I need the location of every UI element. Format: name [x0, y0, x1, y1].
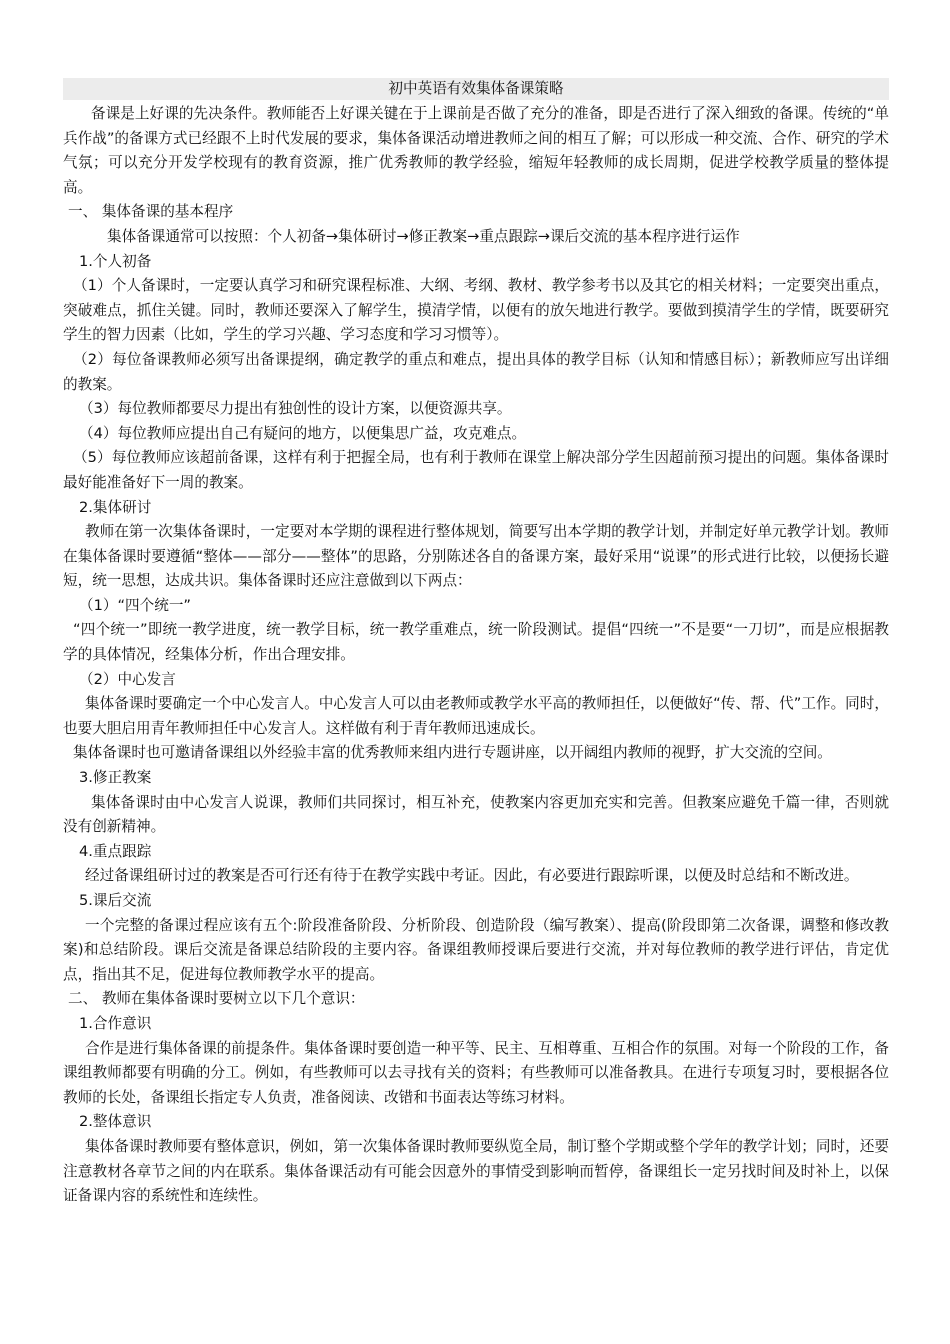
paragraph: 教师在第一次集体备课时，一定要对本学期的课程进行整体规划，简要写出本学期的教学计划，并制定好单元教学计划。教师在集体备课时要遵循“整体——部分——整体”的思路，分别陈述各自的备课方案，最好采用“说课”的形式进行比较，以便扬长避短，统一思想，达成共识。集体备课时还应注意做到以下两点： — [63, 523, 889, 590]
paragraph: （2）中心发言 — [79, 670, 176, 688]
document-body — [63, 102, 889, 1209]
paragraph: 二、 教师在集体备课时要树立以下几个意识： — [68, 990, 365, 1008]
paragraph: （1）个人备课时，一定要认真学习和研究课程标准、大纲、考纲、教材、教学参考书以及其它的相关材料；一定要突出重点，突破难点，抓住关键。同时，教师还要深入了解学生，摸清学情，以便有的放矢地进行教学。要做到摸清学生的学情，既要研究学生的智力因素（比如，学生的学习兴趣、学习态度和学习习惯等）。 — [63, 277, 889, 344]
paragraph: 一个完整的备课过程应该有五个:阶段准备阶段、分析阶段、创造阶段（编写教案）、提高(阶段即第二次备课，调整和修改教案)和总结阶段。课后交流是备课总结阶段的主要内容。备课组教师授课后要进行交流，并对每位教师的教学进行评估，肯定优点，指出其不足，促进每位教师教学水平的提高。 — [63, 916, 889, 983]
paragraph: 备课是上好课的先决条件。教师能否上好课关键在于上课前是否做了充分的准备，即是否进行了深入细致的备课。传统的“单兵作战”的备课方式已经跟不上时代发展的要求，集体备课活动增进教师之间的相互了解；可以形成一种交流、合作、研究的学术气氛；可以充分开发学校现有的教育资源，推广优秀教师的教学经验，缩短年轻教师的成长周期，促进学校教学质量的整体提高。 — [63, 105, 889, 196]
document-title: 初中英语有效集体备课策略 — [63, 78, 889, 100]
paragraph: “四个统一”即统一教学进度，统一教学目标，统一教学重难点，统一阶段测试。提倡“四统一”不是要“一刀切”，而是应根据教学的具体情况，经集体分析，作出合理安排。 — [63, 621, 889, 664]
paragraph: 1.个人初备 — [79, 252, 152, 270]
paragraph: 2.整体意识 — [79, 1113, 152, 1131]
paragraph: （4）每位教师应提出自己有疑问的地方，以便集思广益，攻克难点。 — [79, 424, 527, 442]
paragraph: 3.修正教案 — [79, 769, 152, 787]
paragraph: 集体备课时要确定一个中心发言人。中心发言人可以由老教师或教学水平高的教师担任，以便做好“传、帮、代”工作。同时，也要大胆启用青年教师担任中心发言人。这样做有利于青年教师迅速成长。 — [63, 695, 889, 737]
paragraph: 合作是进行集体备课的前提条件。集体备课时要创造一种平等、民主、互相尊重、互相合作的氛围。对每一个阶段的工作，备课组教师都要有明确的分工。例如，有些教师可以去寻找有关的资料；有些教师可以准备教具。在进行专项复习时，要根据各位教师的长处，备课组长指定专人负责，准备阅读、改错和书面表达等练习材料。 — [63, 1039, 889, 1106]
paragraph: 经过备课组研讨过的教案是否可行还有待于在教学实践中考证。因此，有必要进行跟踪听课，以便及时总结和不断改进。 — [85, 867, 859, 885]
paragraph: 一、 集体备课的基本程序 — [68, 203, 234, 221]
paragraph: 5.课后交流 — [79, 892, 152, 909]
paragraph: （1）“四个统一” — [79, 596, 191, 614]
paragraph: 集体备课通常可以按照：个人初备→集体研讨→修正教案→重点跟踪→课后交流的基本程序进行运作 — [107, 227, 740, 245]
paragraph: 4.重点跟踪 — [79, 842, 152, 860]
paragraph: 集体备课时教师要有整体意识，例如，第一次集体备课时教师要纵览全局，制订整个学期或整个学年的教学计划；同时，还要注意教材各章节之间的内在联系。集体备课活动有可能会因意外的事情受到影响而暂停，备课组长一定另找时间及时补上，以保证备课内容的系统性和连续性。 — [63, 1137, 889, 1205]
paragraph: 2.集体研讨 — [79, 498, 152, 516]
document-page — [63, 78, 889, 1209]
paragraph: 1.合作意识 — [79, 1014, 152, 1032]
paragraph: （5）每位教师应该超前备课，这样有利于把握全局，也有利于教师在课堂上解决部分学生因超前预习提出的问题。集体备课时最好能准备好下一周的教案。 — [63, 449, 889, 491]
paragraph: 集体备课时由中心发言人说课，教师们共同探讨，相互补充，使教案内容更加充实和完善。但教案应避免千篇一律，否则就没有创新精神。 — [63, 793, 889, 836]
paragraph: （2）每位备课教师必须写出备课提纲，确定教学的重点和难点，提出具体的教学目标（认知和情感目标）；新教师应写出详细的教案。 — [63, 350, 889, 393]
paragraph: （3）每位教师都要尽力提出有独创性的设计方案，以便资源共享。 — [79, 400, 512, 418]
paragraph: 集体备课时也可邀请备课组以外经验丰富的优秀教师来组内进行专题讲座，以开阔组内教师的视野，扩大交流的空间。 — [73, 744, 832, 762]
